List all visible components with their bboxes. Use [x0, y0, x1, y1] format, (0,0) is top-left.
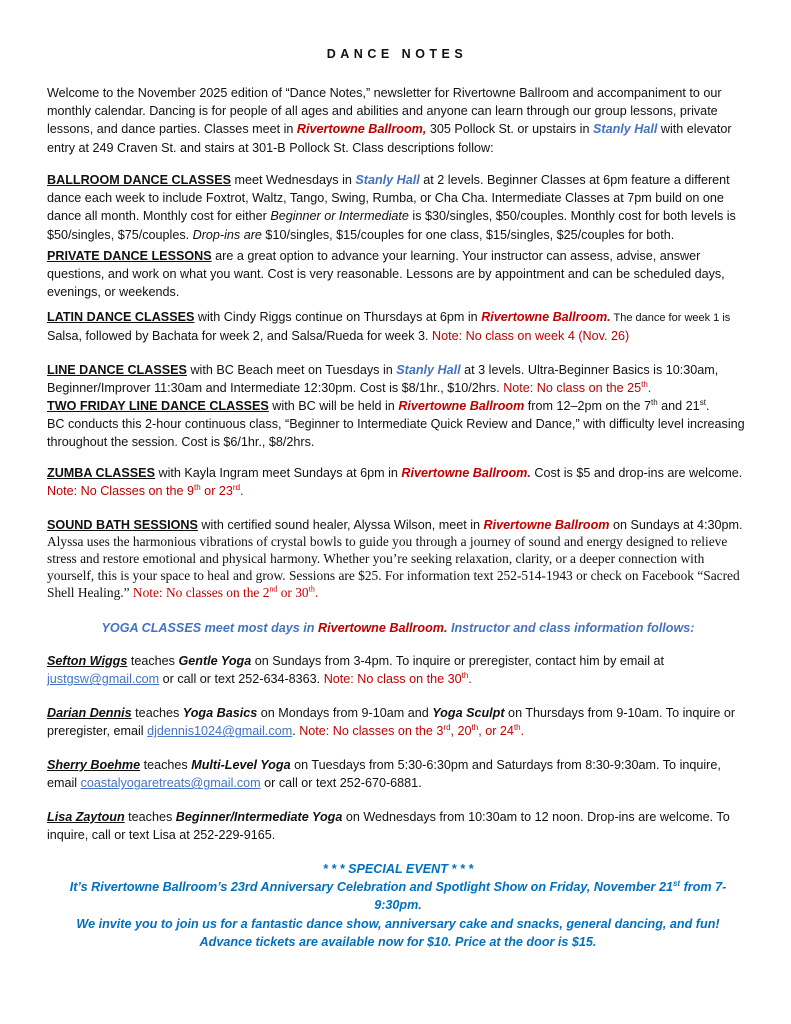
latin-section [47, 308, 749, 345]
special-event-heading: * * * SPECIAL EVENT * * * [322, 862, 474, 876]
class-name: Multi-Level Yoga [191, 758, 291, 772]
zumba-section [47, 464, 749, 500]
friday-section: TWO FRIDAY LINE DANCE CLASSES with BC will be held in Rivertowne Ballroom from 12–2pm on the 7th and 21st. BC conducts this 2-hour continuous class, “Beginner to Intermediate Quick Review and Dance,” with difficulty level increasing throughout the session. Cost is $6/1hr., $8/2hrs. [47, 397, 745, 450]
section-heading: LATIN DANCE CLASSES [47, 310, 195, 324]
instructor-name: Darian Dennis [47, 706, 132, 720]
venue-ballroom: Rivertowne Ballroom [398, 399, 525, 413]
intro-text: Welcome to the November 2025 edition of “Dance Notes,” newsletter for Rivertowne Ballroom and accompaniment to our monthly calendar. Dancing is for people of all ages and abilities and anyone can learn through our group lessons, private lessons, and dance parties. Classes meet in [47, 86, 722, 137]
private-section [47, 247, 749, 302]
section-text: from 12–2pm on the 7 [524, 399, 651, 413]
section-text: at 3 levels. Ultra-Beginner Basics is 10:30am, Beginner/Improver 11:30am and Intermediate 12:30pm. Cost is $8/1hr., $10/2hrs. [47, 363, 719, 396]
section-text: are a great option to advance your learning. Your instructor can assess, advise, answer questions, and work on what you want. Cost is very reasonable. Lessons are by appointment and can be scheduled days, evenings, or weekends. [47, 249, 725, 300]
section-heading: LINE DANCE CLASSES [47, 363, 187, 377]
intro-text: 305 Pollock St. or upstairs in [426, 122, 593, 137]
ballroom-section [47, 171, 749, 244]
intro-paragraph [47, 84, 749, 157]
yoga-lisa: Lisa Zaytoun teaches Beginner/Intermediate Yoga on Wednesdays from 10:30am to 12 noon. Drop-ins are welcome. To inquire, call or text Lisa at 252-229-9165. [47, 810, 730, 843]
email-link[interactable]: coastalyogaretreats@gmail.com [80, 776, 261, 791]
class-name: Yoga Basics [182, 706, 258, 720]
venue-ballroom: Rivertowne Ballroom, [296, 122, 427, 137]
venue-ballroom: Rivertowne Ballroom [483, 518, 610, 532]
section-heading: ZUMBA CLASSES [47, 466, 155, 480]
section-text: $10/singles, $15/couples for one class, $15/singles, $25/couples for both. [261, 227, 675, 242]
instructor-name: Sherry Boehme [47, 758, 141, 772]
yoga-sherry: Sherry Boehme teaches Multi-Level Yoga on Tuesdays from 5:30-6:30pm and Saturdays from 8:30-9:30am. To inquire, email coastalyogaretreats@gmail.com or call or text 252-670-6881. [47, 758, 721, 791]
instructor-name: Lisa Zaytoun [47, 810, 125, 824]
venue-ballroom: Rivertowne Ballroom. [481, 310, 611, 324]
instructor-name: Sefton Wiggs [47, 654, 128, 668]
section-text: with certified sound healer, Alyssa Wilson, meet in [197, 518, 484, 532]
email-link[interactable]: djdennis1024@gmail.com [147, 724, 293, 739]
class-name: Yoga Sculpt [432, 706, 505, 720]
page-title: DANCE NOTES [326, 47, 468, 61]
section-text: with Cindy Riggs continue on Thursdays at 6pm in [194, 310, 482, 324]
section-text: Salsa, followed by Bachata for week 2, and Salsa/Rueda for week 3. [47, 329, 433, 344]
section-heading: BALLROOM DANCE CLASSES [47, 173, 232, 187]
section-text: with Kayla Ingram meet Sundays at 6pm in [154, 466, 402, 480]
section-text: with BC will be held in [268, 399, 399, 413]
section-heading: TWO FRIDAY LINE DANCE CLASSES [47, 399, 269, 413]
intro-text: with elevator entry at 249 Craven St. and stairs at 301-B Pollock St. Class descriptions follow: [47, 122, 732, 155]
class-note: Note: No class on the 25th. [503, 380, 652, 396]
special-event-line: It’s Rivertowne Ballroom’s 23rd Anniversary Celebration and Spotlight Show on Friday, November 21st from 7-9:30pm. [69, 879, 727, 913]
special-event [47, 860, 749, 951]
section-text: BC conducts this 2-hour continuous class, “Beginner to Intermediate Quick Review and Dance,” with difficulty level increasing throughout the session. Cost is $6/1hr., $8/2hrs. [47, 417, 745, 450]
sound-section [47, 516, 749, 601]
section-text: on Sundays at 4:30pm. [609, 518, 743, 532]
class-name: Gentle Yoga [178, 654, 252, 668]
section-heading: PRIVATE DANCE LESSONS [47, 249, 212, 263]
venue-hall: Stanly Hall [593, 122, 658, 137]
class-note: Note: No class on week 4 (Nov. 26) [432, 329, 630, 344]
section-text: with BC Beach meet on Tuesdays in [186, 363, 397, 377]
special-event-line: Advance tickets are available now for $10. Price at the door is $15. [199, 934, 597, 949]
class-note: Note: No Classes on the 9th or 23rd. [47, 483, 244, 499]
section-text: Drop-ins are [192, 227, 262, 242]
section-text: is $30/singles, $50/couples. Monthly cost for both levels is $50/singles, $75/couples. [47, 209, 736, 242]
section-text: meet Wednesdays in [231, 173, 356, 187]
venue-ballroom: Rivertowne Ballroom. [401, 466, 531, 480]
section-heading: SOUND BATH SESSIONS [47, 518, 198, 532]
sound-description: Alyssa uses the harmonious vibrations of crystal bowls to guide you through a journey of sound and energy designed to relieve stress and restore emotional and physical harmony. Whether you’re seeking relaxation, clarity, or a deeper connection with yourself, this is your space to heal and grow. Sessions are $25. For information text 252-514-1943 or check on Facebook “Sacred Shell Healing.” Note: No classes on the 2nd or 30th. [47, 534, 740, 600]
line-section [47, 361, 749, 397]
special-event-line: We invite you to join us for a fantastic dance show, anniversary cake and snacks, general dancing, and fun! [76, 916, 720, 931]
yoga-sefton: Sefton Wiggs teaches Gentle Yoga on Sundays from 3-4pm. To inquire or preregister, contact him by email at justgsw@gmail.com or call or text 252-634-8363. Note: No class on the 30th. [47, 654, 665, 687]
venue-hall: Stanly Hall [396, 363, 461, 377]
section-text: at 2 levels. Beginner Classes at 6pm feature a different dance each week to include Foxtrot, Waltz, Tango, Swing, Rumba, or Cha Cha. Intermediate Classes at 7pm build on one dance all month. Monthly cost for either [47, 173, 730, 224]
venue-hall: Stanly Hall [355, 173, 420, 187]
section-text: Beginner or Intermediate [270, 209, 409, 224]
section-text: The dance for week 1 is [610, 312, 731, 324]
email-link[interactable]: justgsw@gmail.com [47, 672, 160, 687]
yoga-header: YOGA CLASSES meet most days in Rivertowne Ballroom. Instructor and class information follows: [101, 621, 695, 635]
yoga-darian: Darian Dennis teaches Yoga Basics on Mondays from 9-10am and Yoga Sculpt on Thursdays from 9-10am. To inquire or preregister, email djdennis1024@gmail.com. Note: No classes on the 3rd, 20th, or 24th. [47, 706, 736, 739]
class-name: Beginner/Intermediate Yoga [175, 810, 343, 824]
section-text: Cost is $5 and drop-ins are welcome. [530, 466, 743, 480]
